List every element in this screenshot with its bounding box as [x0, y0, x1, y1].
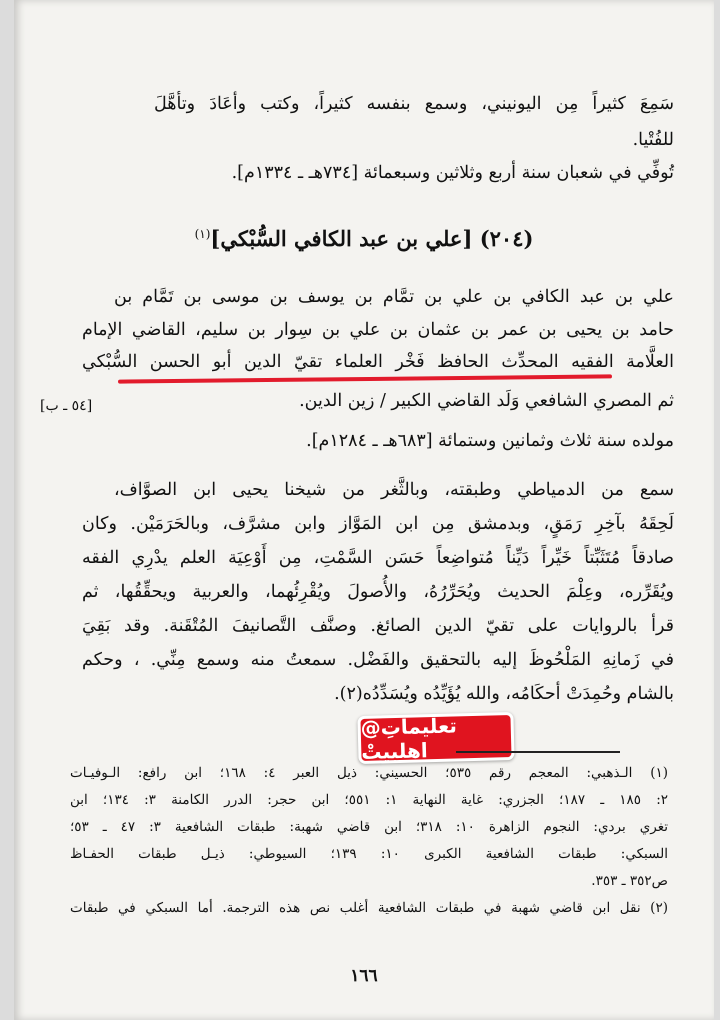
footnote-line: تغري بردي: النجوم الزاهرة ١٠: ٣١٨؛ ابن قاضي شهبة: طبقات الشافعية ٣: ٤٧ ـ ٥٣؛ [70, 819, 668, 835]
text-line: تُوفِّي في شعبان سنة أربع وثلاثين وسبعمائة [٧٣٤هـ ـ ١٣٣٤م]. [231, 163, 674, 183]
text-line: العلَّامة الفقيه المحدِّث الحافظ فَخْر العلماء تقيّ الدين أبو الحسن السُّبْكي [82, 352, 674, 372]
footnote-line: ص٣٥٢ ـ ٣٥٣. [591, 873, 668, 889]
footnote-divider [456, 751, 620, 753]
text-line: لَحِقَهُ بآخِرِ رَمَقٍ، وبدمشق مِن ابن المَوَّاز وابن مشرَّف، وبالحَرَمَيْن. وكان [82, 514, 674, 534]
text-line: صادقاً مُتَثَبِّتاً خَيِّراً دَيِّناً مُتواضِعاً حَسَن السَّمْتِ، مِن أَوْعِيَة العلم يدْرِي الفقه [82, 548, 674, 568]
text-line: حامد بن يحيى بن عمر بن عثمان بن علي بن سِوار بن سليم، القاضي الإمام [82, 320, 674, 340]
text-line: سمع من الدمياطي وطبقته، وبالثَّغر من شيخنا يحيى ابن الصوَّاف، [114, 480, 674, 500]
text-line: للفُتْيا. [632, 130, 674, 150]
red-underline-mark [118, 374, 612, 383]
footnote-line: ٢: ١٨٥ ـ ١٨٧؛ الجزري: غاية النهاية ١: ٥٥١؛ ابن حجر: الدرر الكامنة ٣: ١٣٤؛ ابن [70, 792, 669, 808]
text-line: ويُقَرِّره، وعِلْمَ الحديث ويُحَرِّرُهُ، والأُصولَ ويُقْرِئُهما، والعربية ويحقِّقُها، ثم [82, 582, 674, 602]
text-line: سَمِعَ كثيراً مِن اليونيني، وسمع بنفسه كثيراً، وكتب وأعَادَ وتأهَّلَ [154, 94, 674, 114]
footnote-line: السبكي: طبقات الشافعية الكبرى ١٠: ١٣٩؛ السيوطي: ذيـل طبقات الحفـاظ [70, 846, 669, 862]
book-page [14, 0, 714, 1020]
watermark-badge: @تعليماتِ اهلبيتْ [357, 712, 514, 764]
text-line: قرأ بالروايات على تقيّ الدين الصائغ. وصنَّف التَّصانيفَ المُتْقَنة. وقد بَقِيَ [82, 616, 675, 636]
footnote-line: (١) الـذهبي: المعجم رقم ٥٣٥؛ الحسيني: ذيل العبر ٤: ١٦٨؛ ابن رافع: الـوفيـات [70, 765, 669, 781]
text-line: مولده سنة ثلاث وثمانين وستمائة [٦٨٣هـ ـ ١٢٨٤م]. [306, 431, 674, 451]
margin-folio-note: [٥٤ ـ ب] [40, 398, 93, 414]
text-line: في زَمانِهِ المَلْحُوظَ إليه بالتحقيق والفَضْل. سمعتُ منه وسمع مِنِّي. ، وحكم [82, 650, 674, 670]
entry-heading [14, 226, 714, 251]
footnote-ref: (١) [194, 227, 211, 241]
text-line: ثم المصري الشافعي وَلَد القاضي الكبير / زين الدين. [299, 391, 674, 411]
entry-heading-text: (٢٠٤) [علي بن عبد الكافي السُّبْكي] [210, 226, 534, 251]
text-line: علي بن عبد الكافي بن علي بن تمَّام بن يوسف بن موسى بن تَمَّام بن [114, 287, 674, 307]
footnote-line: (٢) نقل ابن قاضي شهبة في طبقات الشافعية أغلب نص هذه الترجمة. أما السبكي في طبقات [70, 900, 668, 916]
text-line: بالشام وحُمِدَتْ أحكَامُه، والله يُؤَيِّدُه ويُسَدِّدُه(٢). [334, 684, 674, 704]
page-number: ١٦٦ [350, 966, 378, 986]
